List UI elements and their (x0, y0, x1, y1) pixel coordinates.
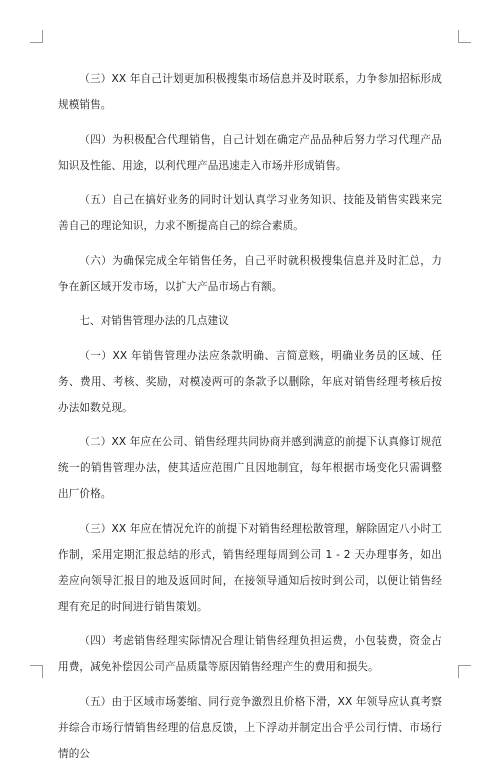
paragraph: （四）为积极配合代理销售，自己计划在确定产品品种后努力学习代理产品知识及性能、用途，以利代理产品迅速走入市场并形成销售。 (58, 133, 442, 172)
crop-mark-bottom-right (458, 665, 471, 678)
paragraph: （六）为确保完成全年销售任务，自己平时就积极搜集信息并及时汇总，力争在新区域开发市场，以扩大产品市场占有额。 (58, 254, 442, 293)
section-heading: 七、对销售管理办法的几点建议 (79, 315, 229, 327)
crop-mark-top-left (30, 30, 43, 43)
crop-mark-bottom-left (30, 665, 43, 678)
page-body (58, 66, 442, 775)
paragraph: （五）由于区域市场萎缩、同行竞争激烈且价格下滑，XX 年领导应认真考察并综合市场行情销售经理的信息反馈，上下浮动并制定出合乎公司行情、市场行情的公 (58, 695, 442, 760)
paragraph: （一）XX 年销售管理办法应条款明确、言简意赅，明确业务员的区域、任务、费用、考核、奖励，对模凌两可的条款予以删除，年底对销售经理考核后按办法如数兑现。 (58, 349, 442, 414)
paragraph: （五）自己在搞好业务的同时计划认真学习业务知识、技能及销售实践来完善自己的理论知识，力求不断提高自己的综合素质。 (58, 194, 442, 232)
paragraph: （四）考虑销售经理实际情况合理让销售经理负担运费，小包装费，资金占用费，减免补偿因公司产品质量等原因销售经理产生的费用和损失。 (58, 635, 442, 673)
paragraph: （三）XX 年自己计划更加积极搜集市场信息并及时联系，力争参加招标形成规模销售。 (58, 73, 442, 111)
crop-mark-top-right (458, 30, 471, 43)
paragraph: （二）XX 年应在公司、销售经理共同协商并感到满意的前提下认真修订规范统一的销售管理办法，使其适应范围广且因地制宜，每年根据市场变化只需调整出厂价格。 (58, 436, 442, 500)
paragraph: （三）XX 年应在情况允许的前提下对销售经理松散管理，解除固定八小时工作制，采用定期汇报总结的形式，销售经理每周到公司 1 - 2 天办理事务，如出差应向领导汇报目的地及返回时间，在接领导通知后按时到公司，以便让销售经理有充足的时间进行销售策划。 (58, 522, 442, 613)
